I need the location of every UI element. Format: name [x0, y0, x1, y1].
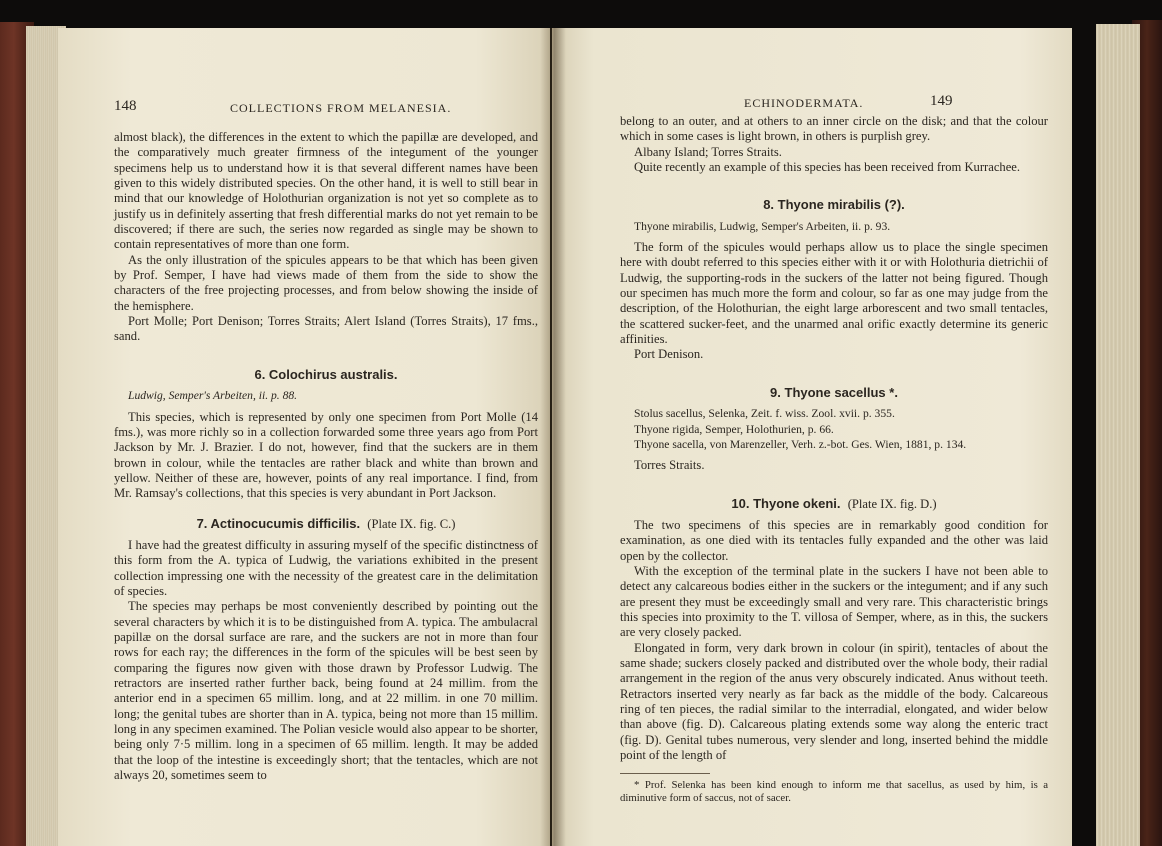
- page-edges-right: [1096, 24, 1140, 846]
- synonymy-line: Stolus sacellus, Selenka, Zeit. f. wiss. Zool. xvii. p. 355.: [634, 407, 895, 421]
- paragraph: The two specimens of this species are in remarkably good condition for examination, as one died with its tentacles fully expanded and the other was laid open by the collector.: [620, 517, 1048, 563]
- plate-reference: (Plate IX. fig. D.): [847, 496, 937, 511]
- paragraph: I have had the greatest difficulty in assuring myself of the specific distinctness of this form from the A. typica of Ludwig, the variations exhibited in the present collection impressing one with the necessity of the greatest care in the delimitation of species.: [114, 537, 538, 598]
- synonymy-line: Thyone rigida, Semper, Holothurien, p. 66.: [634, 422, 834, 436]
- left-page: [58, 28, 550, 846]
- page-number: 149: [930, 93, 953, 109]
- paragraph: Port Molle; Port Denison; Torres Straits; Alert Island (Torres Straits), 17 fms., sand.: [114, 314, 538, 344]
- paragraph: belong to an outer, and at others to an inner circle on the disk; and that the colour which in some cases is light brown, in others is purplish grey.: [620, 114, 1048, 144]
- book-gutter: [540, 28, 566, 846]
- paragraph: Quite recently an example of this species has been received from Kurrachee.: [634, 160, 1021, 175]
- paragraph: As the only illustration of the spicules appears to be that which has been given by Prof. Semper, I have had views made of them from the side to show the characters of the free projecting processes, and from below showing the inside of the hemisphere.: [114, 252, 538, 313]
- paragraph: almost black), the differences in the extent to which the papillæ are developed, and the comparatively much greater firmness of the integument of the younger specimens help us to understand how it is that several different names have been given to this widely distributed species. On the other hand, it is well to still bear in mind that our knowledge of Holothurian organization is not yet so complete as to justify us in definitely asserting that fresh differential marks do not yet remain to be discovered; if there are such, the series now regarded as single may be shown to contain representatives of more than one form.: [114, 130, 538, 252]
- paragraph: Torres Straits.: [634, 458, 705, 473]
- paragraph: Port Denison.: [634, 347, 704, 362]
- footnote: * Prof. Selenka has been kind enough to inform me that sacellus, as used by him, is a diminutive form of saccus, not of sacer.: [620, 779, 1048, 805]
- section-heading: 8. Thyone mirabilis (?).: [763, 197, 905, 213]
- footnote-rule: [620, 773, 710, 774]
- synonymy-line: Thyone sacella, von Marenzeller, Verh. z.-bot. Ges. Wien, 1881, p. 134.: [634, 437, 967, 451]
- paragraph: Albany Island; Torres Straits.: [634, 144, 782, 159]
- paragraph: Elongated in form, very dark brown in colour (in spirit), tentacles of about the same shade; suckers closely packed and distributed over the whole body, their radial arrangement in the region of the anus very obscurely indicated. Anus without teeth. Retractors inserted very nearly as far back as the middle of the body. Calcareous ring of ten pieces, the radial similar to the interradial, elongated, and wider below than above (fig. D). Calcareous plating extends some way along the enteric tract (fig. D). Genital tubes numerous, very slender and long, inserted behind the middle point of the length of: [620, 640, 1048, 763]
- section-heading: 7. Actinocucumis difficilis. (Plate IX. fig. C.): [196, 515, 456, 531]
- synonymy-line: Ludwig, Semper's Arbeiten, ii. p. 88.: [128, 389, 298, 403]
- page-number: 148: [114, 98, 137, 114]
- running-head: COLLECTIONS FROM MELANESIA.: [230, 101, 452, 115]
- paragraph: The form of the spicules would perhaps allow us to place the single specimen here with doubt referred to this species either with it or with Holothuria dietrichii of Ludwig, the supporting-rods in the suckers of the latter not being figured. Though our specimen has much more the form and colour, so far as one may judge from the description, of the Holothurian, the eight large arborescent and two small tentacles, the scattered sucker-feet, and the unarmed anal orific exactly determine its generic affinities.: [620, 240, 1048, 347]
- paragraph: The species may perhaps be most conveniently described by pointing out the several characters by which it is to be distinguished from A. typica. The ambulacral papillæ on the dorsal surface are rare, and the suckers are not in more than four rows for each ray; the differences in the form of the spicules will be best seen by comparing the figures now given with those drawn by Professor Ludwig. The retractors are inserted rather further back, being found at 24 millim. from the anterior end in a specimen 65 millim. long, and at 22 millim. in one 70 millim. long; the genital tubes are shorter than in A. typica, being not more than 15 millim. long in any specimen examined. The Polian vesicle would also appear to be shorter, being only 7·5 millim. long in a specimen of 65 millim. length. It may be added that the loop of the intestine is exceedingly short; that the tentacles, which are not always 20, sometimes seem to: [114, 599, 538, 783]
- section-heading: 9. Thyone sacellus *.: [770, 384, 898, 400]
- right-page-body: [620, 114, 1048, 805]
- section-heading: 6. Colochirus australis.: [254, 366, 398, 382]
- paragraph: With the exception of the terminal plate in the suckers I have not been able to detect any calcareous bodies either in the suckers or the integument; and if any such are present they must be exceedingly small and very rare. This characteristic brings this species into proximity to the T. villosa of Semper, where, as in this, the suckers are very closely packed.: [620, 563, 1048, 640]
- paragraph: This species, which is represented by only one specimen from Port Molle (14 fms.), was more richly so in a collection forwarded some three years ago from Port Jackson by Mr. J. Brazier. I do not, however, find that the suckers are in them brown in colour, while the tentacles are rather black and white than brown and yellow. Neither of these are, however, points of any real importance. I find, from Mr. Ramsay's collections, that this species is very abundant in Port Jackson.: [114, 409, 538, 501]
- section-heading: 10. Thyone okeni. (Plate IX. fig. D.): [731, 495, 937, 511]
- left-page-body: [114, 130, 538, 783]
- running-head: ECHINODERMATA.: [744, 96, 864, 110]
- synonymy-line: Thyone mirabilis, Ludwig, Semper's Arbeiten, ii. p. 93.: [634, 219, 891, 233]
- right-page: [552, 28, 1072, 846]
- plate-reference: (Plate IX. fig. C.): [367, 516, 456, 531]
